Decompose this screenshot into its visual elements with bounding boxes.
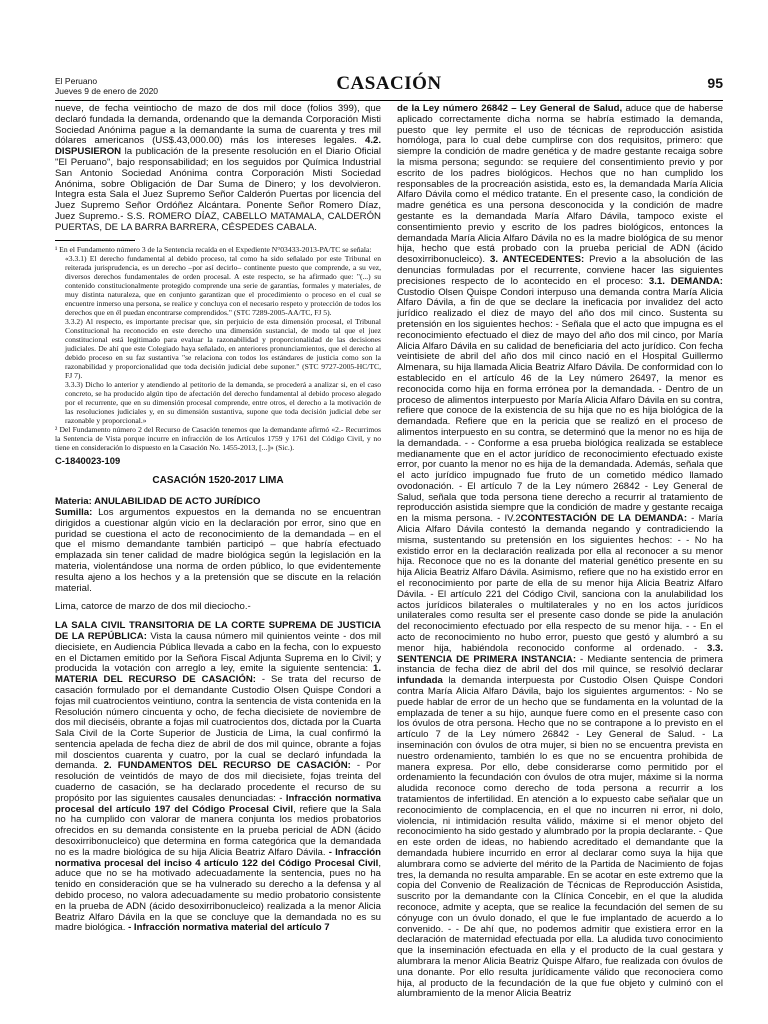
right-column	[397, 104, 723, 1014]
footnote-2: ² Del Fundamento número 2 del Recurso de Casación tenemos que la demandante afirmó «2.- Recurrimos la Sentencia de Vista porque incurre en infracción de los Artículos 1759 y 1761 del Código Civil, y no tiene en consideración lo dispuesto en la Casación No. 1455-2013, [...]» (Sic.).	[55, 424, 381, 452]
footnote-1-quote-2: 3.3.2) Al respecto, es importante precisar que, sin perjuicio de esta dimensión procesal, el Tribunal Constitucional ha reconocido en este derecho una dimensión sustancial, de modo tal que el juez constitucional está legitimado para evaluar la razonabilidad y proporcionalidad de las decisiones judiciales. De ahí que este Colegiado haya señalado, en anteriores pronunciamientos, que el derecho al debido proceso en su faz sustantiva "se relaciona con todos los estándares de justicia como son la razonabilidad y proporcionalidad que toda decisión judicial debe suponer." (STC 9727-2005-HC/TC, FJ 7).	[65, 316, 381, 380]
right-body: de la Ley número 26842 – Ley General de Salud, aduce que de haberse aplicado correctamente dicha norma se habría estimado la demanda, puesto que ley permite el uso de técnicas de reproducción asistida homóloga, para lo cual debe cumplirse con dos requisitos, primero: que siempre la condición de madre genética y de madre gestante recaiga sobre la misma persona; segundo: se requiere del consentimiento previo y por escrito de los padres biológicos. Hechos que no han cumplido los responsables de la procreación asistida, esto es, la demandada María Alicia Alfaro Dávila como el médico tratante. En el presente caso, la condición de madre genética es una persona desconocida y la condición de madre gestante es la demandada María Alfaro Dávila, tampoco existe el consentimiento previo y escrito de los padres biológicos, entonces la demandada María Alicia Alfaro Dávila no es la madre biológica de su menor hija, hecho que está probado con la prueba pericial de ADN (ácido desoxirribonucleico). 3. ANTECEDENTES: Previo a la absolución de las denuncias formuladas por el recurrente, conviene hacer las siguientes precisiones respecto de lo acontecido en el proceso: 3.1. DEMANDA: Custodio Olsen Quispe Condori interpuso una demanda contra María Alicia Alfaro Dávila, a fin de que se declare la ineficacia por invalidez del acto jurídico realizado el diez de mayo del año dos mil cinco. Sustenta su pretensión en los siguientes hechos: - Señala que el acto que impugna es el reconocimiento efectuado el diez de mayo del año dos mil cinco, por María Alicia Alfaro Dávila en su calidad de beneficiaria del acto jurídico. Con fecha veintisiete de abril del año dos mil cinco nació en el Hospital Guillermo Almenara, su hija llamada Alicia Beatriz Alfaro Dávila. De conformidad con lo establecido en el artículo 46 de la Ley número 26497, la menor es reconocida como hija en forma errónea por la demandada. - Dentro de un proceso de alimentos interpuesto por María Alicia Alfaro Dávila en su contra, refiere que conoce de la existencia de su hija que no es hija biológica de la demandada. Refiere que en la pericia que se realizó en el proceso de alimentos interpuesto en su contra, se determinó que la menor no es hija de la demandada. - - Conforme a esa prueba biológica realizada se establece medianamente que en el actor jurídico de reconocimiento efectuado existe error, por cuanto la menor no es hija de la demandada. Además, señala que el acto jurídico impugnado fue fruto de un cometido médico llamado ovodonación. - El artículo 7 de la Ley número 26842 - Ley General de Salud, señala que toda persona tiene derecho a recurrir al tratamiento de reproducción asistida siempre que la condición de madre y gestante recaiga en la misma persona. - IV.2CONTESTACIÓN DE LA DEMANDA: - María Alicia Alfaro Dávila contestó la demanda negando y contradiciendo la misma, sustentando su pretensión en los siguientes hechos: - - No ha existido error en la declaración realizada por ella al reconocer a su menor hija. Reconoce que no es la donante del material genético presente en su hija Alicia Beatriz Alfaro Dávila. Asimismo, refiere que no ha existido error en el reconocimiento por parte de ella de su menor hija Alicia Beatriz Alfaro Dávila. - El artículo 221 del Código Civil, sanciona con la anulabilidad los actos jurídicos bilaterales o multilaterales y no en los actos jurídicos unilaterales como resulta ser el presente caso donde se pide la anulación del reconocimiento efectuado por ella respecto de su menor hija. - - En el acto de reconocimiento no hubo error, puesto que gestó y alumbró a su menor hija, habiéndola reconocido conforme al ordenado. - 3.3. SENTENCIA DE PRIMERA INSTANCIA: - Mediante sentencia de primera instancia de fecha diez de abril del dos mil quince, se resolvió declarar infundada la demanda interpuesta por Custodio Olsen Quispe Condori contra María Alicia Alfaro Dávila, bajo los siguientes argumentos: - No se puede hablar de error de un hecho que se fundamenta en la voluntad de la emplazada de tener a su hijo, aunque fuere como en el presente caso con los óvulos de otra persona. Hecho que no se contrapone a lo previsto en el artículo 7 de la Ley número 26842 - Ley General de Salud. - La inseminación con óvulos de otra mujer, si bien no se encuentra prevista en nuestro ordenamiento, también lo es que no se encuentra prohibida de manera expresa. Por ello, debe considerarse como permitido por el ordenamiento la fecundación con óvulos de otra mujer, máxime si la norma aludida reconoce como derecho de toda persona a recurrir a los tratamientos de infertilidad. En atención a lo expuesto cabe señalar que un reconocimiento de complacencia, en el que no incurren ni error, ni dolo, violencia, ni intimidación resulta válido, máxime si el menor objeto del reconocimiento ha sido gestado y alumbrado por la propia declarante. - Que en este orden de ideas, no habiendo acreditado el demandante que la demandada hubiere incurrido en error al declarar como suya la hija que alumbrara como se advierte del mérito de la Partida de Nacimiento de fojas tres, la demanda no resulta amparable. En se acotar en este extremo que la copia del Convenio de Realización de Técnicas de Reproducción Asistida, suscrito por la demandante con la Clínica Concebir, en el que la aludida reconoce, admite y acepta, que se realice la fecundación del semen de su cónyuge con un óvulo donado, el que le fue implantado de acuerdo a lo convenido. - - De ahí que, no podemos admitir que existiera error en la declaración de maternidad efectuada por ella. La aludida tuvo conocimiento que la inseminación efectuada en ella y el producto de la cual gestara y alumbrara la menor Alicia Beatriz Quispe Alfaro, fue realizada con óvulos de una donante. Por ello resulta jurídicamente válido que reconociera como hija, al producto de la fecundación de la que fue objeto y culminó con el alumbramiento de la menor Alicia Beatriz	[397, 104, 723, 1000]
casacion-title: CASACIÓN 1520-2017 LIMA	[152, 475, 284, 487]
footnote-1-quote-1: «3.3.1) El derecho fundamental al debido proceso, tal como ha sido señalado por este Tribunal en reiterada jurisprudencia, es un derecho –por así decirlo– continente puesto que comprende, a su vez, diversos derechos fundamentales de orden procesal. A este respecto, se ha afirmado que: "(...) su contenido constitucionalmente protegido comprende una serie de garantías, formales y materiales, de muy distinta naturaleza, que en conjunto garantizan que el procedimiento o proceso en el cual se encuentre inmerso una persona, se realice y concluya con el necesario respeto y protección de todos los derechos que en él puedan encontrarse comprendidos." (STC 7289-2005-AA/TC, FJ 5).	[65, 253, 381, 317]
section-title: CASACIÓN	[336, 73, 442, 94]
publication-date: Jueves 9 de enero de 2020	[55, 86, 159, 96]
page-header	[55, 74, 723, 101]
date-line: Lima, catorce de marzo de dos mil dieciocho.-	[55, 601, 251, 613]
materia-line: Materia: ANULABILIDAD DE ACTO JURÍDICO	[55, 496, 261, 508]
footnote-rule	[55, 240, 135, 241]
sala-paragraph: LA SALA CIVIL TRANSITORIA DE LA CORTE SUPREMA DE JUSTICIA DE LA REPÚBLICA: Vista la causa número mil quinientos veinte - dos mil diecisiete, en Audiencia Pública llevada a cabo en la fecha, con lo expuesto en el Dictamen emitido por la Señora Fiscal Adjunta Suprema en lo Civil; y producida la votación con arreglo a ley, emite la siguiente sentencia: 1. MATERIA DEL RECURSO DE CASACIÓN: - Se trata del recurso de casación formulado por el demandante Custodio Olsen Quispe Condori a fojas mil cuatrocientos veintiuno, contra la sentencia de vista contenida en la Resolución número cincuenta y ocho, de fecha diecisiete de noviembre de dos mil dieciséis, obrante a fojas mil cuatrocientos dos, dictada por la Cuarta Sala Civil de la Corte Superior de Justicia de Lima, la cual confirmó la sentencia apelada de fecha diez de abril de dos mil quince, obrante a fojas mil doscientos cuarenta y cuatro, por la cual se declaró infundada la demanda. 2. FUNDAMENTOS DEL RECURSO DE CASACIÓN: - Por resolución de veintidós de mayo de dos mil diecisiete, fojas treinta del cuaderno de casación, se ha declarado procedente el recurso de su propósito por las siguientes causales denunciadas: - Infracción normativa procesal del artículo 197 del Código Procesal Civil, refiere que la Sala no ha cumplido con valorar de manera conjunta los medios probatorios ofrecidos en su demanda consistente en la prueba pericial de ADN (ácido desoxirribonucleico) que determina en forma categórica que la demandada no es la madre biológica de su hija Alicia Beatriz Alfaro Dávila. - Infracción normativa procesal del inciso 4 artículo 122 del Código Procesal Civil, aduce que no se ha motivado adecuadamente la sentencia, pues no ha tenido en consideración que se ha vulnerado su derecho a la defensa y al debido proceso, no valora adecuadamente su medio probatorio consistente en la prueba de ADN (ácido desoxirribonucleico) realizada a la menor Alicia Beatriz Alfaro Dávila en la que se concluye que la demandada no es su madre biológica. - Infracción normativa material del artículo 7	[55, 620, 381, 934]
newspaper-page	[55, 74, 723, 1014]
resolution-closing: nueve, de fecha veintiocho de mazo de dos mil doce (folios 399), que declaró fundada la demanda, ordenando que la demanda Corporación Misti Sociedad Anónima pague a la demandante la suma de cuarenta y tres mil dólares americanos (US$.43,000.00) más los intereses legales. 4.2. DISPUSIERON la publicación de la presente resolución en el Diario Oficial "El Peruano", bajo responsabilidad; en los seguidos por Química Industrial San Antonio Sociedad Anónima contra Corporación Misti Sociedad Anónima, sobre Obligación de Dar Suma de Dinero; y los devolvieron. Integra esta Sala el Juez Supremo Señor Calderón Puertas por licencia del Juez Supremo Señor Ordóñez Alcántara. Ponente Señor Romero Díaz, Juez Supremo.- S.S. ROMERO DÍAZ, CABELLO MATAMALA, CALDERÓN PUERTAS, DE LA BARRA BARRERA, CÉSPEDES CABALA.	[55, 104, 381, 233]
sumilla: Sumilla: Los argumentos expuestos en la demanda no se encuentran dirigidos a cuestionar algún vicio en la declaración por error, sino que en puridad se cuestiona el acto de reconocimiento de la demandada – en el que el mismo demandante también participó – que habría efectuado emplazada sin tener calidad de madre biológica según la legislación en la materia, violentándose una norma de orden público, lo que evidentemente resulta ajeno a los hechos y a la pretensión que se discute en la relación material.	[55, 506, 381, 594]
document-code: C-1840023-109	[55, 454, 121, 466]
publication-name: El Peruano	[55, 76, 98, 86]
footnotes	[55, 245, 381, 452]
footnote-1-quote-3: 3.3.3) Dicho lo anterior y atendiendo al petitorio de la demanda, se procederá a analizar si, en el caso concreto, se ha producido algún tipo de afectación del derecho fundamental al debido proceso alegado por el recurrente, que en su dimensión procesal comprende, entre otros, el derecho a la motivación de las resoluciones judiciales y, en su dimensión sustantiva, supone que toda decisión judicial debe ser razonable y proporcional.»	[65, 379, 381, 425]
left-column	[55, 104, 381, 1014]
page-number: 95	[707, 75, 723, 91]
footnote-1: ¹ En el Fundamento número 3 de la Sentencia recaída en el Expediente N°03433-2013-PA/TC se señala:	[55, 244, 372, 254]
